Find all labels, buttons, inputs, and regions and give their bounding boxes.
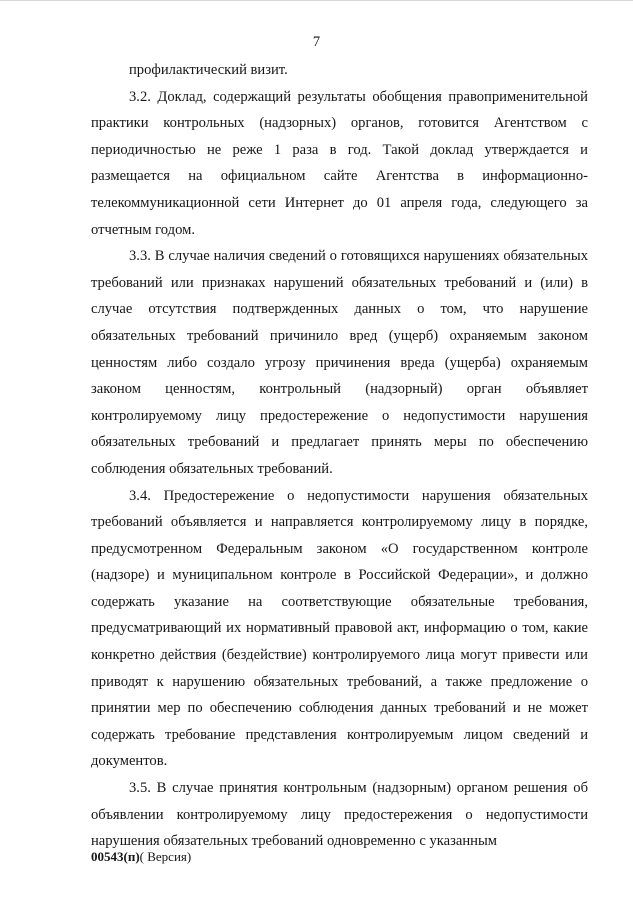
paragraph-3-5: 3.5. В случае принятия контрольным (надзорным) органом решения об объявлении контролируемому лицу предостережения о недопустимости нарушения обязательных требований одновременно с указанным: [91, 780, 588, 850]
document-body: [91, 57, 588, 855]
paragraph-3-4: 3.4. Предостережение о недопустимости нарушения обязательных требований объявляется и направляется контролируемому лицу в порядке, предусмотренном Федеральным законом «О государственном контроле (надзоре) и муниципальном контроле в Российской Федерации», и должно содержать указание на соответствующие обязательные требования, предусматривающий их нормативный правовой акт, информацию о том, какие конкретно действия (бездействие) контролируемого лица могут привести или приводят к нарушению обязательных требований, а также предложение о принятии мер по обеспечению соблюдения данных требований и не может содержать требование представления контролируемым лицом сведений и документов.: [91, 487, 588, 770]
paragraph-3-2: 3.2. Доклад, содержащий результаты обобщения правоприменительной практики контрольных (надзорных) органов, готовится Агентством с периодичностью не реже 1 раза в год. Такой доклад утверждается и размещается на официальном сайте Агентства в информационно-телекоммуникационной сети Интернет до 01 апреля года, следующего за отчетным годом.: [91, 88, 588, 238]
paragraph-3-3: 3.3. В случае наличия сведений о готовящихся нарушениях обязательных требований или признаках нарушений обязательных требований и (или) в случае отсутствия подтвержденных данных о том, что нарушение обязательных требований причинило вред (ущерб) охраняемым законом ценностям либо создало угрозу причинения вреда (ущерба) охраняемым законом ценностям, контрольный (надзорный) орган объявляет контролируемому лицу предостережение о недопустимости нарушения обязательных требований и предлагает принять меры по обеспечению соблюдения обязательных требований.: [91, 248, 588, 477]
document-footer: [91, 849, 191, 865]
page-top-edge: [0, 0, 633, 1]
document-version: ( Версия): [139, 849, 192, 864]
document-code: 00543(п): [91, 849, 140, 864]
page-number: 7: [312, 34, 321, 50]
paragraph-continuation: профилактический визит.: [129, 62, 288, 78]
